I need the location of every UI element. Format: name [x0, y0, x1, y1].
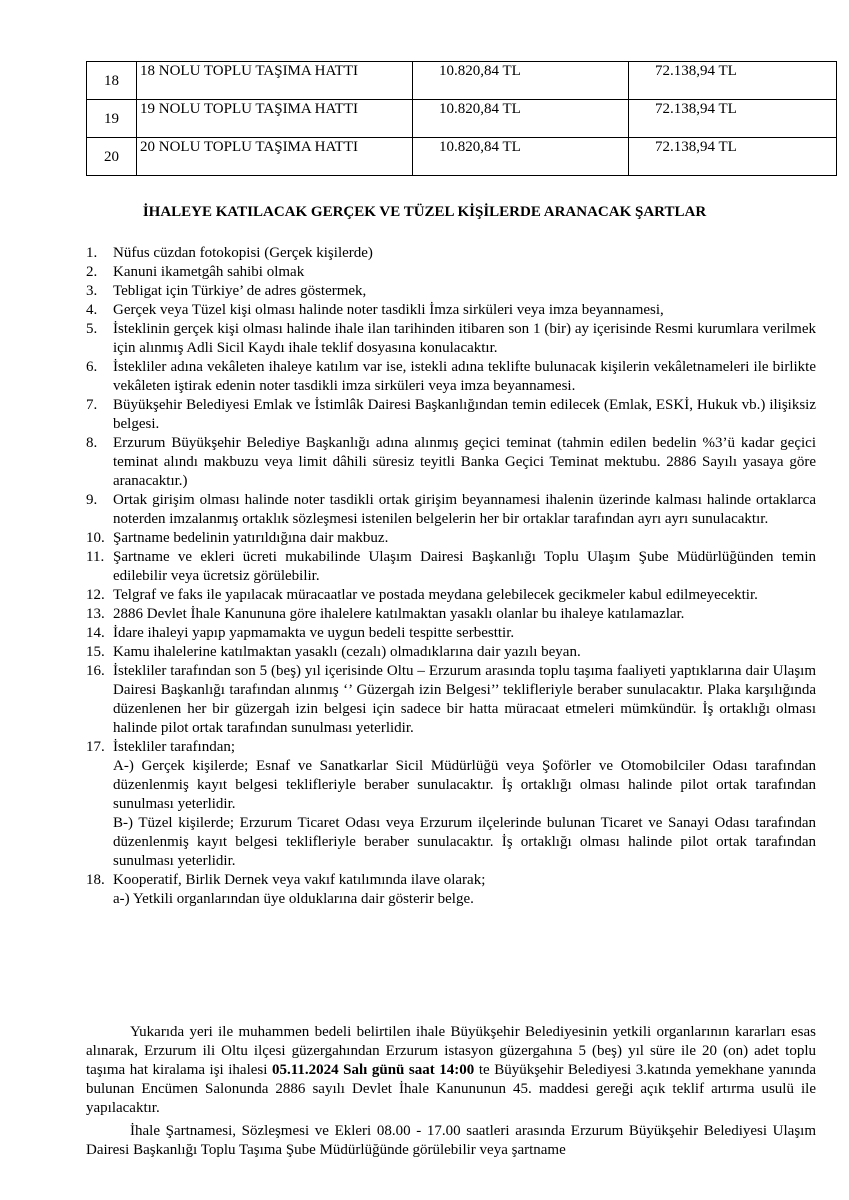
condition-number: 4. [86, 302, 98, 318]
condition-item [86, 643, 816, 662]
paragraph-text: Yukarıda yeri ile muhammen bedeli belirtilen ihale Büyükşehir Belediyesinin yetkili organlarının kararları esas alınarak, Erzurum ili Oltu ilçesi güzergahından Erzurum istasyon güzergahına 5 (beş) yıl süre ile 20 (on) adet toplu taşıma hat kiralama işi ihalesi [86, 1024, 816, 1078]
condition-item [86, 871, 816, 909]
condition-item [86, 491, 816, 529]
condition-subitem: B-) Tüzel kişilerde; Erzurum Ticaret Odası veya Erzurum ilçelerinde bulunan Ticaret ve Sanayi Odası tarafından düzenlenmiş kayıt belgesi teklifleriyle beraber sunulacaktır. İş ortaklığı olması halinde pilot ortak tarafından sunulması yeterlidir. [113, 815, 816, 869]
condition-subitem: a-) Yetkili organlarından üye olduklarına dair gösterir belge. [113, 891, 474, 907]
condition-number: 6. [86, 359, 98, 375]
condition-number: 9. [86, 492, 98, 508]
condition-item [86, 320, 816, 358]
condition-number: 12. [86, 587, 105, 603]
conditions-list [86, 244, 816, 909]
condition-text: İsteklinin gerçek kişi olması halinde ihale ilan tarihinden itibaren son 1 (bir) ay içerisinde Resmi kurumlara verilmek için alınmış Adli Sicil Kaydı ihale teklif dosyasına konulacaktır. [113, 321, 816, 356]
condition-number: 10. [86, 530, 105, 546]
spec-paragraph: İhale Şartnamesi, Sözleşmesi ve Ekleri 08.00 - 17.00 saatleri arasında Erzurum Büyükşehir Belediyesi Ulaşım Dairesi Başkanlığı Toplu Taşıma Şube Müdürlüğünde görülebilir veya şartname [86, 1123, 816, 1158]
price-value: 72.138,94 TL [629, 62, 837, 100]
fee-value: 10.820,84 TL [413, 100, 629, 138]
condition-item [86, 263, 816, 282]
condition-number: 17. [86, 739, 105, 755]
condition-number: 13. [86, 606, 105, 622]
condition-number: 5. [86, 321, 98, 337]
condition-text: Kooperatif, Birlik Dernek veya vakıf katılımında ilave olarak; [113, 872, 486, 888]
fee-value: 10.820,84 TL [413, 62, 629, 100]
condition-number: 1. [86, 245, 98, 261]
condition-item [86, 548, 816, 586]
condition-item [86, 244, 816, 263]
condition-text: 2886 Devlet İhale Kanununa göre ihalelere katılmaktan yasaklı olanlar bu ihaleye katılamazlar. [113, 606, 685, 622]
row-number: 20 [87, 138, 137, 176]
condition-subitem: A-) Gerçek kişilerde; Esnaf ve Sanatkarlar Sicil Müdürlüğü veya Şoförler ve Otomobilciler Odası tarafından düzenlenmiş kayıt belgesi teklifleriyle beraber sunulacaktır. İş ortaklığı olması halinde pilot ortak tarafından sunulması yeterlidir. [113, 758, 816, 812]
condition-item [86, 529, 816, 548]
condition-text: Büyükşehir Belediyesi Emlak ve İstimlâk Dairesi Başkanlığından temin edilecek (Emlak, ESKİ, Hukuk vb.) ilişiksiz belgesi. [113, 397, 816, 432]
announcement-paragraph [86, 1023, 816, 1118]
condition-text: İstekliler tarafından; [113, 739, 236, 755]
condition-item [86, 301, 816, 320]
price-value: 72.138,94 TL [629, 138, 837, 176]
table-row [87, 138, 837, 176]
paragraph-text-continued: te Büyükşehir Belediyesi 3.katında yemekhane yanında bulunan Encümen Salonunda 2886 sayılı Devlet İhale Kanununun 45. maddesi gereği açık teklif artırma usulü ile yapılacaktır. [86, 1062, 816, 1116]
condition-number: 2. [86, 264, 98, 280]
table-row [87, 100, 837, 138]
table-body [87, 62, 837, 176]
condition-item [86, 358, 816, 396]
condition-text: İstekliler adına vekâleten ihaleye katılım var ise, istekli adına teklifte bulunacak kişilerin vekâletnameleri ile birlikte vekâleten iştirak edenin noter tasdikli imza sirküleri veya imza beyannamesi. [113, 359, 816, 394]
condition-item [86, 662, 816, 738]
route-name: 19 NOLU TOPLU TAŞIMA HATTI [137, 100, 413, 138]
condition-text: Şartname bedelinin yatırıldığına dair makbuz. [113, 530, 389, 546]
condition-item [86, 434, 816, 491]
condition-item [86, 396, 816, 434]
condition-number: 7. [86, 397, 98, 413]
condition-number: 11. [86, 549, 105, 565]
condition-text: İdare ihaleyi yapıp yapmamakta ve uygun bedeli tespitte serbesttir. [113, 625, 515, 641]
condition-text: Kamu ihalelerine katılmaktan yasaklı (cezalı) olmadıklarına dair yazılı beyan. [113, 644, 581, 660]
section-heading: İHALEYE KATILACAK GERÇEK VE TÜZEL KİŞİLERDE ARANACAK ŞARTLAR [142, 204, 707, 220]
condition-text: Erzurum Büyükşehir Belediye Başkanlığı adına alınmış geçici teminat (tahmin edilen bedelin %3’ü kadar geçici teminat alındı makbuzu veya limit dâhili süresiz teyitli Banka Geçici Teminat mektubu. 2886 Sayılı yasaya göre aranacaktır.) [113, 435, 816, 489]
condition-text: İstekliler tarafından son 5 (beş) yıl içerisinde Oltu – Erzurum arasında toplu taşıma faaliyeti yaptıklarına dair Ulaşım Dairesi Başkanlığı tarafından alınmış ‘’ Güzergah izin Belgesi’’ teklifleriyle beraber sunulacaktır. Plaka karşılığında düzenlenen her bir güzergah izin belgesi için sadece bir hatta müracaat etmeleri mümkündür. İş ortaklığı olması halinde pilot ortak tarafından sunulması yeterlidir. [113, 663, 816, 736]
condition-number: 16. [86, 663, 105, 679]
condition-text: Kanuni ikametgâh sahibi olmak [113, 264, 305, 280]
row-number: 19 [87, 100, 137, 138]
condition-number: 14. [86, 625, 105, 641]
condition-number: 15. [86, 644, 105, 660]
condition-number: 3. [86, 283, 98, 299]
condition-text: Nüfus cüzdan fotokopisi (Gerçek kişilerde) [113, 245, 373, 261]
route-name: 20 NOLU TOPLU TAŞIMA HATTI [137, 138, 413, 176]
condition-number: 18. [86, 872, 105, 888]
row-number: 18 [87, 62, 137, 100]
condition-item [86, 282, 816, 301]
route-price-table [86, 61, 837, 176]
condition-text: Şartname ve ekleri ücreti mukabilinde Ulaşım Dairesi Başkanlığı Toplu Ulaşım Şube Müdürlüğünden temin edilebilir veya ücretsiz görülebilir. [113, 549, 816, 584]
auction-date-time: 05.11.2024 Salı günü saat 14:00 [271, 1062, 475, 1078]
table-row [87, 62, 837, 100]
condition-item [86, 586, 816, 605]
condition-item [86, 624, 816, 643]
condition-text: Tebligat için Türkiye’ de adres göstermek, [113, 283, 367, 299]
condition-text: Gerçek veya Tüzel kişi olması halinde noter tasdikli İmza sirküleri veya imza beyannamesi, [113, 302, 664, 318]
condition-text: Telgraf ve faks ile yapılacak müracaatlar ve postada meydana gelebilecek gecikmeler kabul edilmeyecektir. [113, 587, 758, 603]
condition-number: 8. [86, 435, 98, 451]
condition-item [86, 738, 816, 871]
route-name: 18 NOLU TOPLU TAŞIMA HATTI [137, 62, 413, 100]
fee-value: 10.820,84 TL [413, 138, 629, 176]
price-value: 72.138,94 TL [629, 100, 837, 138]
condition-text: Ortak girişim olması halinde noter tasdikli ortak girişim beyannamesi ihalenin üzerinde kalması halinde ortaklarca noterden imzalanmış ortaklık sözleşmesi istenilen belgelerin her bir ortaklar tarafından ayrı ayrı sunulacaktır. [113, 492, 816, 527]
condition-item [86, 605, 816, 624]
